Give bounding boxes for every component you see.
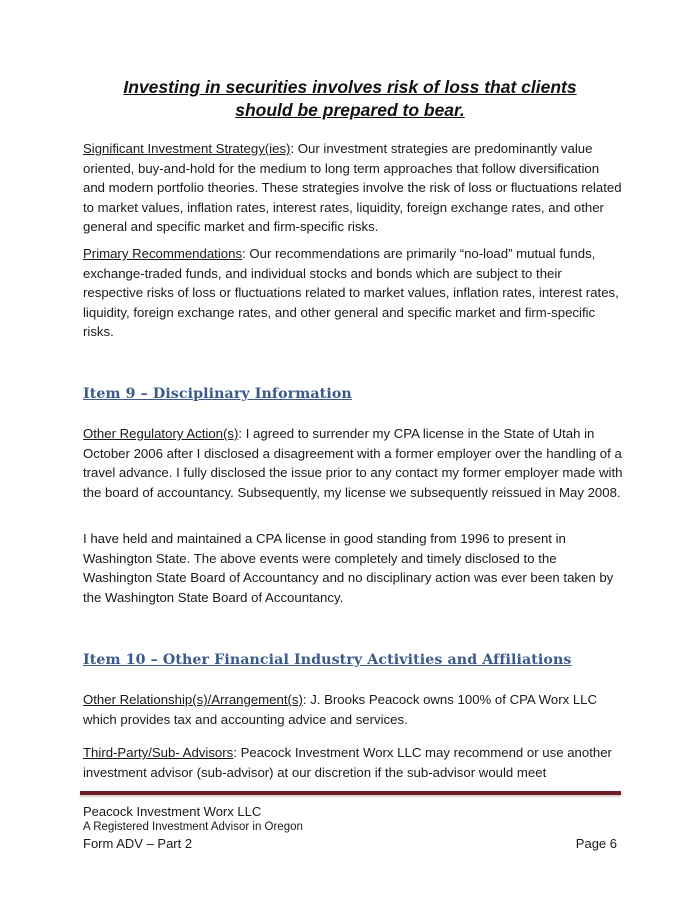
risk-warning-title-line2: should be prepared to bear. — [235, 100, 465, 120]
risk-warning-title-line1: Investing in securities involves risk of loss that clients — [123, 77, 577, 97]
paragraph-text: : Our recommendations are primarily “no-load” mutual funds, exchange-traded funds, and individual stocks and bonds which are subject to their respective risks of loss or fluctuations related to market values, inflation rates, interest rates, liquidity, foreign exchange rates, and other general and specific market and firm-specific risks. — [83, 246, 619, 340]
footer-subtitle: A Registered Investment Advisor in Oregon — [83, 821, 303, 833]
footer-page-number: Page 6 — [575, 836, 617, 851]
paragraph-investment-strategy — [83, 139, 623, 237]
paragraph-text: : Our investment strategies are predominantly value oriented, buy-and-hold for the medium to long term approaches that follow diversification and modern portfolio theories. These strategies involve the risk of loss or fluctuations related to market values, inflation rates, interest rates, liquidity, foreign exchange rates, and other general and specific market and firm-specific risks. — [83, 141, 622, 235]
paragraph-text: : Peacock Investment Worx LLC may recommend or use another investment advisor (sub-advisor) at our discretion if the sub-advisor would meet — [83, 745, 612, 780]
paragraph-lead: Other Relationship(s)/Arrangement(s) — [83, 692, 303, 707]
paragraph-sub-advisors — [83, 743, 623, 782]
paragraph-text: I have held and maintained a CPA license in good standing from 1996 to present in Washington State. The above events were completely and timely disclosed to the Washington State Board of Accountancy and no disciplinary action was ever been taken by the Washington State Board of Accountancy. — [83, 531, 614, 605]
footer-company: Peacock Investment Worx LLC — [83, 804, 262, 819]
footer-form: Form ADV – Part 2 — [83, 836, 193, 851]
heading-item-10: Item 10 – Other Financial Industry Activities and Affiliations — [83, 652, 572, 668]
paragraph-washington-license — [83, 529, 623, 607]
paragraph-primary-recommendations — [83, 244, 623, 342]
paragraph-lead: Significant Investment Strategy(ies) — [83, 141, 291, 156]
paragraph-lead: Other Regulatory Action(s) — [83, 426, 239, 441]
heading-item-9: Item 9 – Disciplinary Information — [83, 386, 352, 402]
paragraph-lead: Third-Party/Sub- Advisors — [83, 745, 234, 760]
paragraph-text: : I agreed to surrender my CPA license in the State of Utah in October 2006 after I disclosed a disagreement with a former employer over the handling of a travel advance. I fully disclosed the issue prior to any contact my former employer made with the board of accountancy. Subsequently, my license we subsequently reissued in May 2008. — [83, 426, 623, 500]
paragraph-lead: Primary Recommendations — [83, 246, 243, 261]
paragraph-text: : J. Brooks Peacock owns 100% of CPA Worx LLC which provides tax and accounting advice and services. — [83, 692, 598, 727]
footer-divider — [80, 791, 621, 795]
paragraph-regulatory-action — [83, 424, 623, 502]
paragraph-other-relationships — [83, 690, 623, 729]
